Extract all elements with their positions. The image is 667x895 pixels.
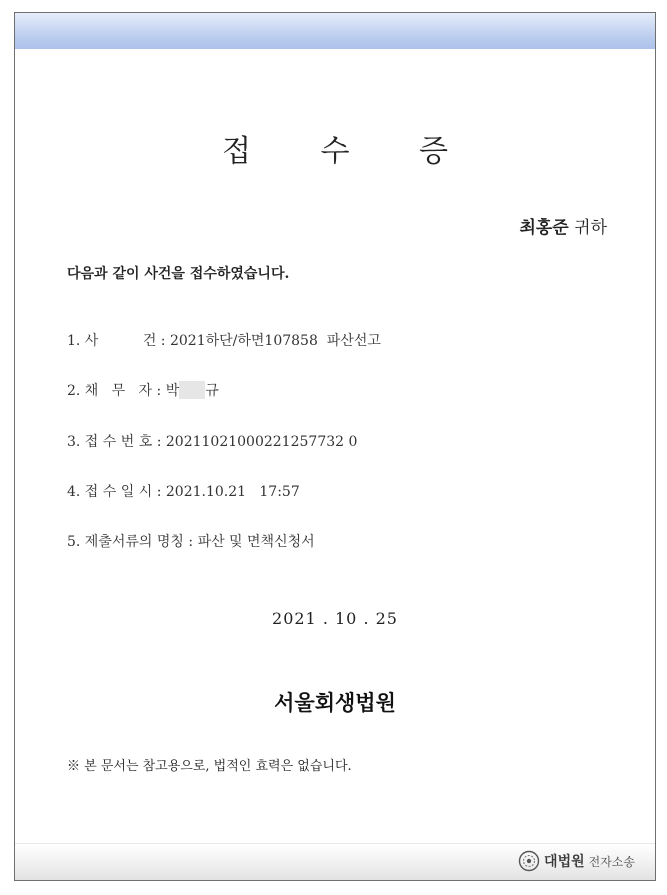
item-case: [67, 330, 381, 350]
item-value: 2021하단/하면107858 파산선고: [169, 333, 381, 349]
item-document-name: [67, 531, 315, 551]
item-label: 1. 사 건: [67, 333, 157, 349]
item-separator: :: [152, 383, 166, 399]
document-title: 접 수 증: [221, 134, 478, 169]
redaction-box: [179, 381, 205, 399]
item-receipt-datetime: [67, 481, 300, 501]
item-separator: :: [152, 434, 166, 450]
court-logo: [518, 850, 635, 872]
reference-notice: ※ 본 문서는 참고용으로, 법적인 효력은 없습니다.: [67, 759, 352, 774]
court-name: 서울회생법원: [274, 690, 396, 715]
item-debtor: [67, 380, 219, 400]
header-band: [15, 13, 655, 49]
item-label: 4. 접 수 일 시: [67, 484, 153, 500]
receipt-document: [14, 12, 656, 881]
recipient-suffix: 귀하: [574, 218, 607, 238]
item-separator: :: [152, 484, 166, 500]
item-value-prefix: 박: [165, 383, 180, 399]
court-emblem-icon: [518, 850, 540, 872]
intro-text: 다음과 같이 사건을 접수하였습니다.: [67, 266, 290, 282]
footer-band: [15, 843, 655, 880]
logo-sub-text: 전자소송: [588, 854, 635, 869]
item-label: 3. 접 수 번 호: [67, 434, 153, 450]
logo-main-text: 대법원: [544, 854, 585, 870]
recipient: [519, 213, 607, 238]
item-separator: :: [156, 333, 170, 349]
item-receipt-number: [67, 431, 357, 451]
item-value: 파산 및 면책신청서: [197, 534, 315, 550]
item-value: 20211021000221257732 0: [165, 434, 358, 450]
item-value-suffix: 규: [205, 383, 219, 399]
item-separator: :: [183, 534, 198, 550]
item-label: 5. 제출서류의 명칭: [67, 534, 184, 550]
recipient-name: 최홍준: [519, 218, 569, 238]
item-value: 2021.10.21 17:57: [165, 484, 300, 500]
issue-date: 2021 . 10 . 25: [272, 609, 398, 628]
item-label: 2. 채 무 자: [67, 383, 153, 399]
